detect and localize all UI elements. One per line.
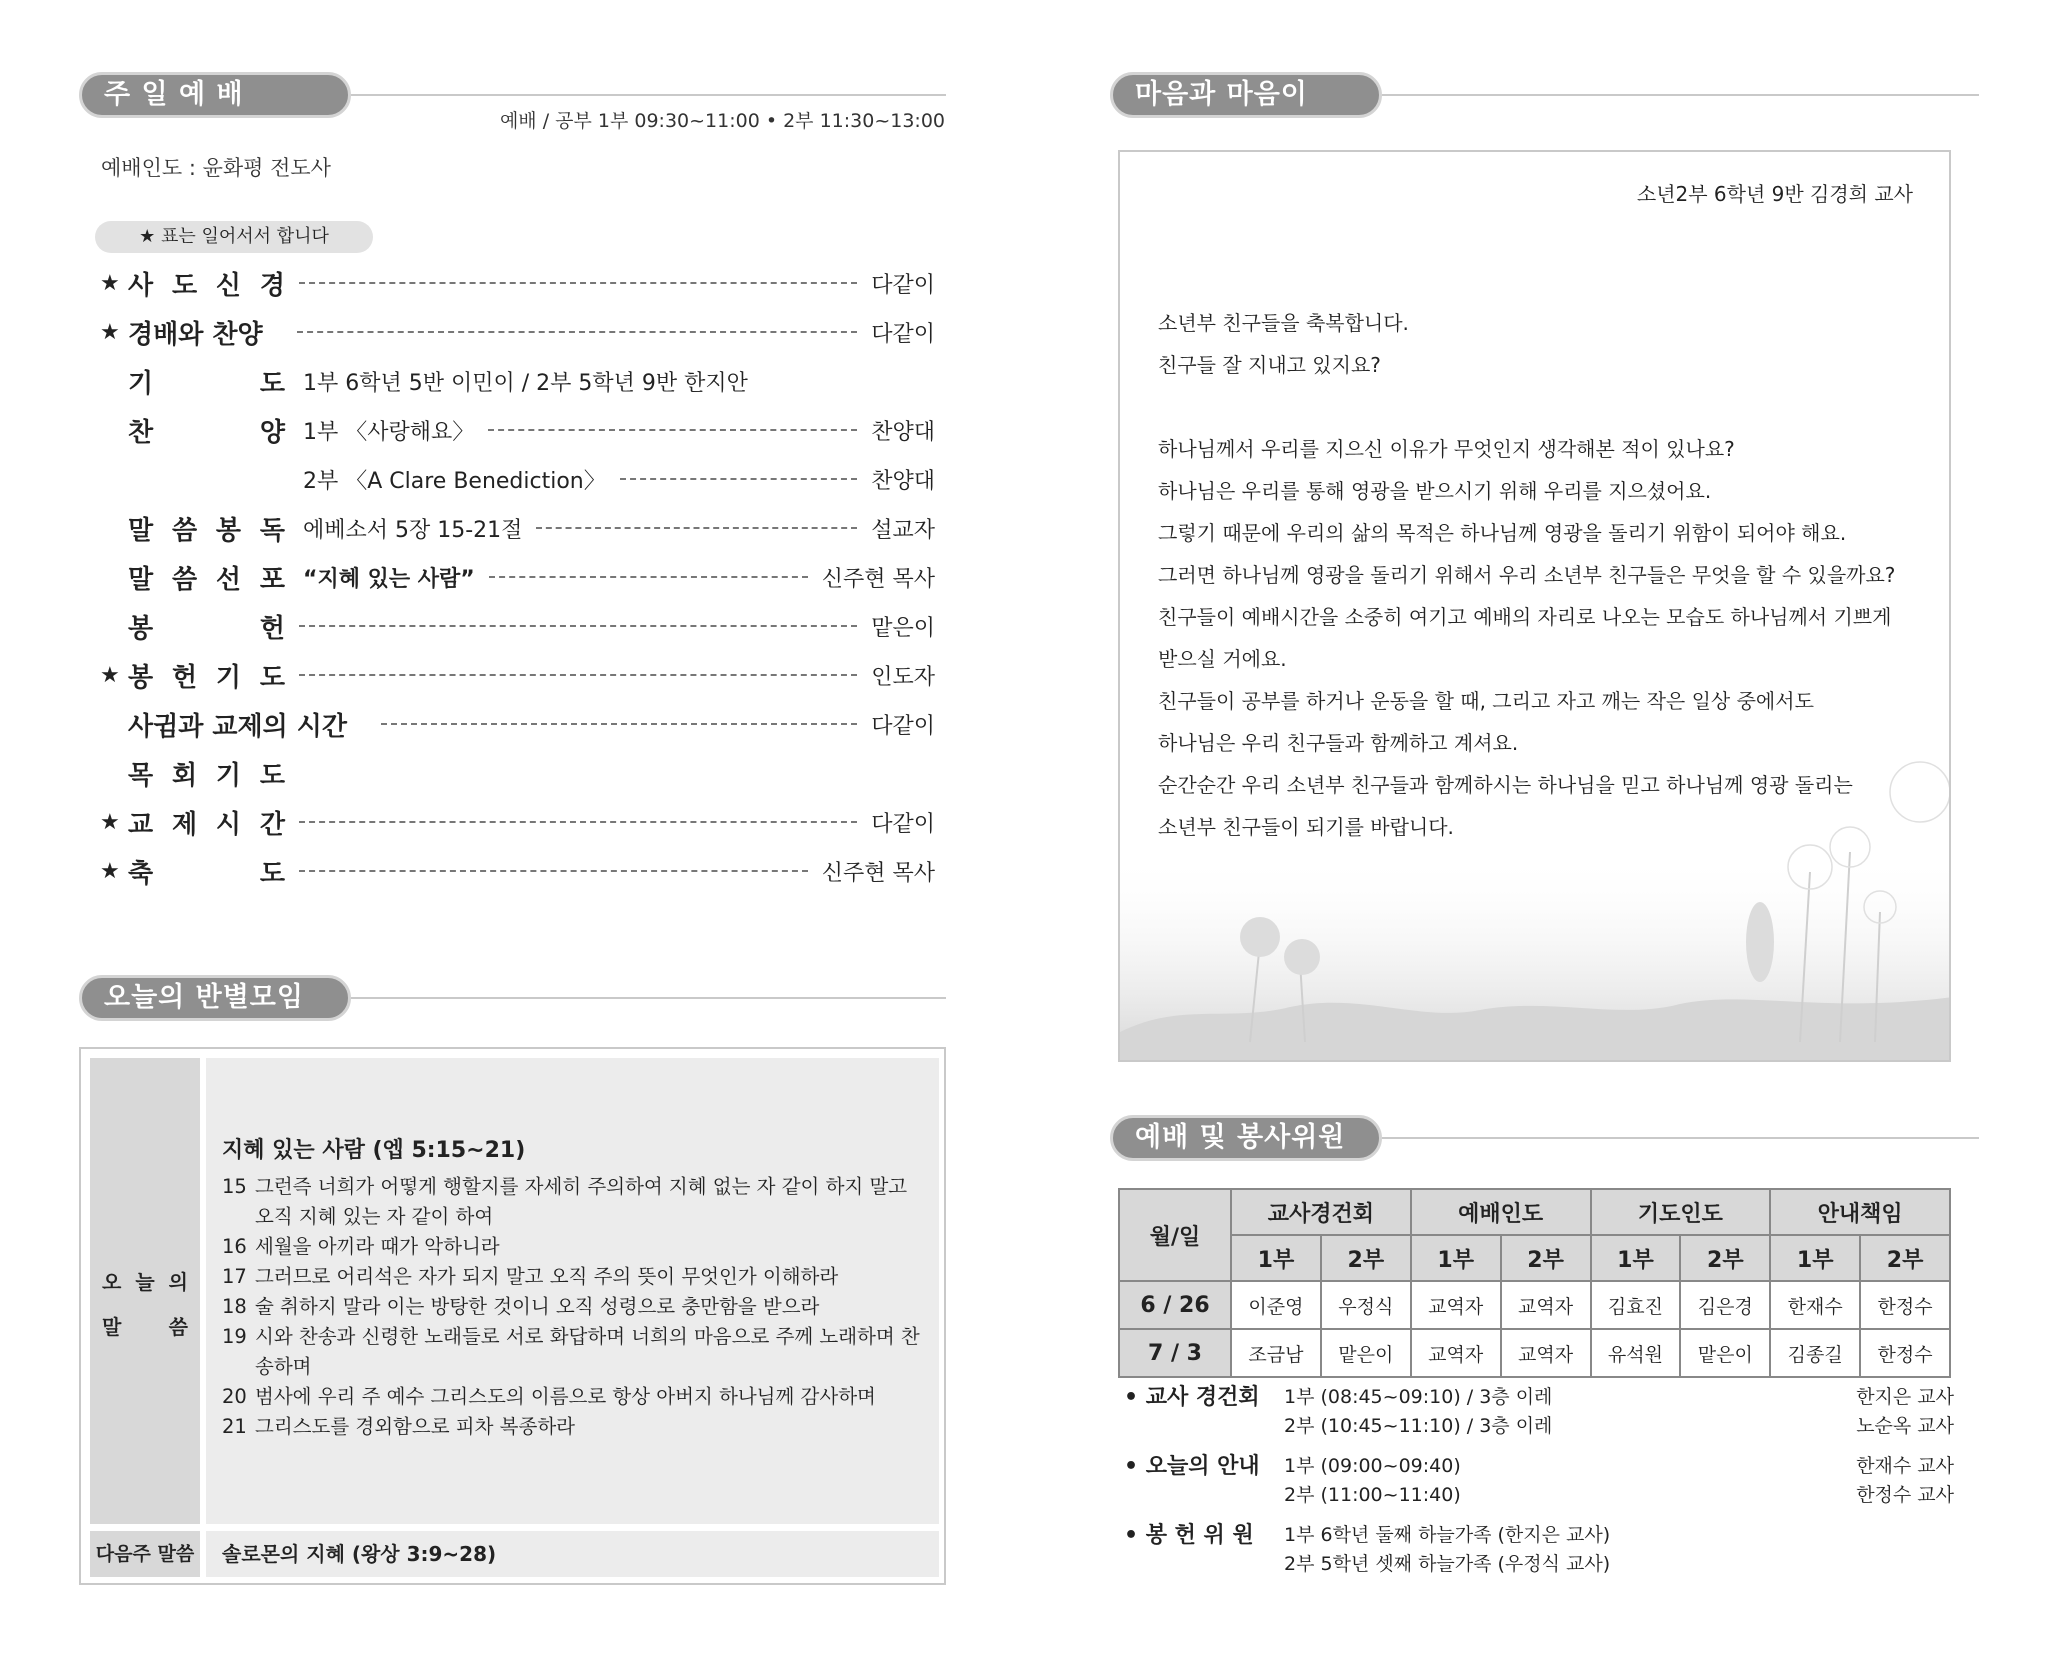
worship-item-title (128, 657, 285, 694)
worship-row (100, 557, 935, 597)
sub-header: 1부 (1411, 1235, 1501, 1281)
service-note (1124, 1518, 1954, 1578)
title-char: 말 (128, 515, 154, 546)
star-icon: ★ (100, 319, 120, 345)
service-cell: 교역자 (1501, 1329, 1591, 1377)
title-char: 기 (215, 760, 242, 791)
worship-item-title (128, 510, 285, 547)
worship-item-responsible: 신주현 목사 (821, 566, 935, 592)
service-note (1124, 1380, 1954, 1440)
verse-line (222, 1412, 922, 1442)
service-cell: 맡은이 (1321, 1329, 1411, 1377)
verse-line (222, 1232, 922, 1262)
worship-item-title (128, 804, 285, 841)
col-date-header: 월/일 (1119, 1189, 1231, 1281)
service-cell: 조금남 (1231, 1329, 1321, 1377)
title-char: 독 (259, 515, 285, 546)
letter-line: 소년부 친구들을 축복합니다. (1158, 311, 1409, 335)
note-teacher: 한지은 교사 (1856, 1386, 1954, 1408)
title-char: 포 (259, 564, 285, 595)
worship-item-title (128, 412, 285, 449)
service-cell: 맡은이 (1680, 1329, 1770, 1377)
title-char: 씀 (171, 564, 198, 595)
group-header: 교사경건회 (1231, 1189, 1411, 1235)
service-cell: 김효진 (1591, 1281, 1681, 1329)
dotted-leader (488, 429, 857, 431)
sub-header: 1부 (1591, 1235, 1681, 1281)
service-cell: 유석원 (1591, 1329, 1681, 1377)
star-icon: ★ (100, 858, 120, 884)
worship-item-detail: 에베소서 5장 15-21절 (303, 517, 523, 543)
service-table-sub-row (1119, 1235, 1950, 1281)
side-char: 늘 (135, 1270, 155, 1294)
dotted-leader (299, 821, 857, 823)
worship-row (100, 361, 935, 401)
title-char: 헌 (259, 613, 285, 644)
bible-header-pill: 오늘의 반별모임 (79, 975, 351, 1021)
verse-number: 18 (222, 1295, 247, 1318)
title-char: 도 (259, 368, 285, 399)
dotted-leader (536, 527, 857, 529)
service-table (1118, 1188, 1951, 1378)
title-char: 헌 (171, 662, 198, 693)
title-char: 말 (128, 564, 154, 595)
verse-line (222, 1382, 922, 1412)
service-note (1124, 1449, 1954, 1509)
letter-line: 그렇기 때문에 우리의 삶의 목적은 하나님께 영광을 돌리기 위함이 되어야 해요. (1158, 521, 1847, 545)
side-char: 오 (102, 1270, 122, 1294)
worship-row (100, 606, 935, 646)
sub-header: 1부 (1231, 1235, 1321, 1281)
note-line: 1부 6학년 둘째 하늘가족 (한지은 교사) (1284, 1524, 1611, 1546)
letter-header-line (1382, 94, 1979, 96)
verse-line (222, 1322, 922, 1382)
dotted-leader (299, 674, 857, 676)
title-char: 봉 (128, 613, 154, 644)
worship-row (100, 851, 935, 891)
sub-header: 2부 (1501, 1235, 1591, 1281)
letter-line: 그러면 하나님께 영광을 돌리기 위해서 우리 소년부 친구들은 무엇을 할 수 있을까요? (1158, 563, 1896, 587)
service-row (1119, 1281, 1950, 1329)
service-date: 7 / 3 (1119, 1329, 1231, 1377)
title-char: 선 (215, 564, 242, 595)
note-label: • 교사 경건회 (1124, 1385, 1260, 1410)
note-teacher: 노순옥 교사 (1856, 1415, 1954, 1437)
letter-line: 하나님께서 우리를 지으신 이유가 무엇인지 생각해본 적이 있나요? (1158, 437, 1735, 461)
title-char: 시 (215, 809, 242, 840)
letter-line: 친구들이 공부를 하거나 운동을 할 때, 그리고 자고 깨는 작은 일상 중에서도 (1158, 689, 1814, 713)
service-cell: 한정수 (1860, 1329, 1950, 1377)
worship-item-title (128, 363, 285, 400)
worship-item-detail: 1부 〈사랑해요〉 (303, 419, 475, 445)
worship-item-responsible: 다같이 (871, 321, 935, 347)
service-row (1119, 1329, 1950, 1377)
title-char: 도 (259, 662, 285, 693)
sub-header: 2부 (1860, 1235, 1950, 1281)
letter-header-pill: 마음과 마음이 (1110, 72, 1382, 118)
note-teacher: 한재수 교사 (1856, 1455, 1954, 1477)
service-cell: 교역자 (1411, 1281, 1501, 1329)
dotted-leader (299, 870, 808, 872)
worship-row (100, 263, 935, 303)
dotted-leader (299, 625, 857, 627)
title-char: 목 (128, 760, 154, 791)
title-char: 도 (259, 858, 285, 889)
service-table-body (1119, 1281, 1950, 1377)
title-char: 도 (171, 270, 198, 301)
verse-text: 술 취하지 말라 이는 방탕한 것이니 오직 성령으로 충만함을 받으라 (255, 1295, 820, 1318)
letter-section-header (1110, 72, 1979, 118)
letter-line: 친구들 잘 지내고 있지요? (1158, 353, 1381, 377)
worship-item-title (128, 853, 285, 890)
side-char: 말 (102, 1315, 122, 1339)
worship-item-title (128, 559, 285, 596)
verse-text: 그런즉 너희가 어떻게 행할지를 자세히 주의하여 지혜 없는 자 같이 하지 말고 오직 지혜 있는 자 같이 하여 (255, 1175, 908, 1228)
verse-text: 시와 찬송과 신령한 노래들로 서로 화답하며 너희의 마음으로 주께 노래하며 찬송하며 (255, 1325, 920, 1378)
verse-text: 그러므로 어리석은 자가 되지 말고 오직 주의 뜻이 무엇인가 이해하라 (255, 1265, 839, 1288)
verse-list (222, 1172, 922, 1442)
worship-row (100, 802, 935, 842)
stand-note: ★ 표는 일어서서 합니다 (95, 221, 373, 253)
service-cell: 교역자 (1501, 1281, 1591, 1329)
dotted-leader (620, 478, 857, 480)
service-section-header (1110, 1115, 1979, 1161)
worship-item-responsible: 찬양대 (871, 468, 935, 494)
title-char: 간 (259, 809, 285, 840)
service-cell: 우정식 (1321, 1281, 1411, 1329)
title-char: 기 (128, 368, 154, 399)
side-label-line-2 (90, 1311, 200, 1340)
service-cell: 김은경 (1680, 1281, 1770, 1329)
star-icon: ★ (100, 662, 120, 688)
title-char: 봉 (215, 515, 242, 546)
worship-leader: 예배인도 : 윤화평 전도사 (101, 156, 331, 180)
title-char: 경 (259, 270, 285, 301)
verse-number: 16 (222, 1235, 247, 1258)
bible-header-line (351, 997, 946, 999)
letter-line: 하나님은 우리 친구들과 함께하고 계셔요. (1158, 731, 1519, 755)
worship-item-title: 경배와 찬양 (128, 319, 263, 350)
worship-item-detail: “지혜 있는 사람” (303, 566, 475, 592)
sub-header: 1부 (1770, 1235, 1860, 1281)
dotted-leader (489, 576, 808, 578)
bible-content (206, 1058, 939, 1524)
letter-line: 순간순간 우리 소년부 친구들과 함께하시는 하나님을 믿고 하나님께 영광 돌리는 (1158, 773, 1853, 797)
title-char: 도 (259, 760, 285, 791)
verse-text: 세월을 아끼라 때가 악하니라 (255, 1235, 500, 1258)
star-icon: ★ (100, 270, 120, 296)
worship-item-responsible: 신주현 목사 (821, 860, 935, 886)
service-cell: 김종길 (1770, 1329, 1860, 1377)
worship-times: 예배 / 공부 1부 09:30~11:00 • 2부 11:30~13:00 (499, 110, 945, 132)
letter-line: 친구들이 예배시간을 소중히 여기고 예배의 자리로 나오는 모습도 하나님께서 기쁘게 (1158, 605, 1892, 629)
worship-row (100, 508, 935, 548)
title-char: 축 (128, 858, 154, 889)
worship-row (100, 312, 935, 352)
letter-line: 하나님은 우리를 통해 영광을 받으시기 위해 우리를 지으셨어요. (1158, 479, 1712, 503)
worship-item-title (128, 755, 285, 792)
star-icon: ★ (100, 809, 120, 835)
worship-row (100, 459, 935, 499)
dotted-leader (381, 723, 857, 725)
title-char: 씀 (171, 515, 198, 546)
note-label: • 봉 헌 위 원 (1124, 1523, 1254, 1548)
worship-item-responsible: 다같이 (871, 811, 935, 837)
worship-row (100, 655, 935, 695)
verse-number: 15 (222, 1175, 247, 1198)
worship-header-pill: 주 일 예 배 (79, 72, 351, 118)
note-line: 2부 5학년 셋째 하늘가족 (우정식 교사) (1284, 1553, 1611, 1575)
worship-item-responsible: 설교자 (871, 517, 935, 543)
letter-body (1158, 302, 1918, 848)
letter-box (1118, 150, 1951, 1062)
service-cell: 한재수 (1770, 1281, 1860, 1329)
title-char: 사 (128, 270, 154, 301)
worship-item-responsible: 다같이 (871, 272, 935, 298)
group-header: 기도인도 (1591, 1189, 1771, 1235)
bible-title: 지혜 있는 사람 (엡 5:15~21) (222, 1138, 526, 1163)
worship-item-detail: 2부 〈A Clare Benediction〉 (303, 468, 606, 494)
sub-header: 2부 (1321, 1235, 1411, 1281)
verse-line (222, 1262, 922, 1292)
title-char: 기 (215, 662, 242, 693)
bible-box (79, 1047, 946, 1585)
verse-number: 19 (222, 1325, 247, 1348)
todays-word-label-cell (90, 1058, 200, 1524)
verse-number: 20 (222, 1385, 247, 1408)
verse-number: 21 (222, 1415, 247, 1438)
service-date: 6 / 26 (1119, 1281, 1231, 1329)
dotted-leader (297, 331, 858, 333)
dotted-leader (299, 282, 857, 284)
letter-signature: 소년2부 6학년 9반 김경희 교사 (1636, 182, 1913, 206)
note-label: • 오늘의 안내 (1124, 1454, 1260, 1479)
blank-line (1158, 386, 1918, 428)
verse-line (222, 1292, 922, 1322)
note-teacher: 한정수 교사 (1856, 1484, 1954, 1506)
side-char: 의 (168, 1270, 188, 1294)
next-week-label: 다음주 말씀 (90, 1531, 200, 1577)
side-char: 씀 (168, 1315, 188, 1339)
bible-section-header (79, 975, 946, 1021)
worship-item-title (128, 265, 285, 302)
service-cell: 교역자 (1411, 1329, 1501, 1377)
title-char: 신 (215, 270, 242, 301)
service-header-line (1382, 1137, 1979, 1139)
side-label-line-1 (90, 1266, 200, 1295)
note-line: 1부 (08:45~09:10) / 3층 이레 (1284, 1386, 1553, 1408)
note-line: 1부 (09:00~09:40) (1284, 1455, 1461, 1477)
service-table-group-row (1119, 1189, 1950, 1235)
group-header: 예배인도 (1411, 1189, 1591, 1235)
verse-number: 17 (222, 1265, 247, 1288)
title-char: 찬 (128, 417, 154, 448)
verse-text: 범사에 우리 주 예수 그리스도의 이름으로 항상 아버지 하나님께 감사하며 (255, 1385, 876, 1408)
title-char: 회 (171, 760, 198, 791)
letter-line: 소년부 친구들이 되기를 바랍니다. (1158, 815, 1454, 839)
worship-item-responsible: 인도자 (871, 664, 935, 690)
note-line: 2부 (10:45~11:10) / 3층 이레 (1284, 1415, 1553, 1437)
title-char: 봉 (128, 662, 154, 693)
worship-header-line (351, 94, 946, 96)
next-week-text: 솔로몬의 지혜 (왕상 3:9~28) (206, 1531, 939, 1577)
title-char: 교 (128, 809, 154, 840)
worship-item-title: 사귐과 교제의 시간 (128, 711, 348, 742)
title-char: 양 (259, 417, 285, 448)
title-char: 제 (171, 809, 198, 840)
worship-item-responsible: 다같이 (871, 713, 935, 739)
worship-row (100, 410, 935, 450)
service-cell: 한정수 (1860, 1281, 1950, 1329)
worship-row (100, 753, 935, 793)
service-cell: 이준영 (1231, 1281, 1321, 1329)
worship-item-responsible: 맡은이 (871, 615, 935, 641)
note-line: 2부 (11:00~11:40) (1284, 1484, 1461, 1506)
worship-item-responsible: 찬양대 (871, 419, 935, 445)
worship-item-detail: 1부 6학년 5반 이민이 / 2부 5학년 9반 한지안 (303, 370, 748, 396)
sub-header: 2부 (1680, 1235, 1770, 1281)
worship-row (100, 704, 935, 744)
verse-text: 그리스도를 경외함으로 피차 복종하라 (255, 1415, 575, 1438)
service-header-pill: 예배 및 봉사위원 (1110, 1115, 1382, 1161)
letter-line: 받으실 거에요. (1158, 647, 1287, 671)
verse-line (222, 1172, 922, 1232)
group-header: 안내책임 (1770, 1189, 1950, 1235)
worship-item-title (128, 608, 285, 645)
